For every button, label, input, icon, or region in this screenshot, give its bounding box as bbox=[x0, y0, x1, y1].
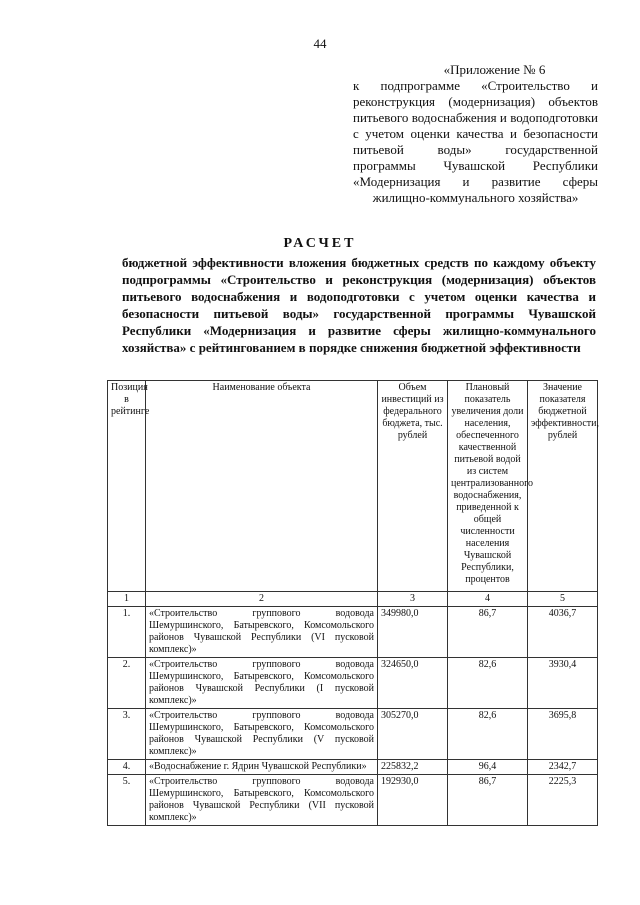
cell-indicator: 86,7 bbox=[448, 775, 528, 826]
cell-investment: 349980,0 bbox=[378, 607, 448, 658]
cell-object-name: «Строительство группового водовода Шемуршинского, Батыревского, Комсомольского районов Чувашской Республики (I пусковой комплекс)» bbox=[146, 658, 378, 709]
cell-object-name: «Водоснабжение г. Ядрин Чувашской Республики» bbox=[146, 760, 378, 775]
cell-efficiency: 3695,8 bbox=[528, 709, 598, 760]
column-number: 4 bbox=[448, 592, 528, 607]
header-object-name: Наименование объекта bbox=[146, 381, 378, 592]
page-number: 44 bbox=[313, 36, 327, 51]
document-title: РАСЧЕТ bbox=[283, 236, 357, 251]
column-number: 1 bbox=[108, 592, 146, 607]
header-efficiency: Значение показателя бюджетной эффективности, рублей bbox=[528, 381, 598, 592]
cell-position: 2. bbox=[108, 658, 146, 709]
appendix-body: к подпрограмме «Строительство и реконструкция (модернизация) объектов питьевого водоснабжения и водоподготовки с учетом оценки качества и безопасности питьевой воды» государственной программы Чувашской Республики «Модернизация и развитие сферы жилищно-коммунального хозяйства» bbox=[353, 78, 598, 205]
document-subtitle: бюджетной эффективности вложения бюджетных средств по каждому объекту подпрограммы «Строительство и реконструкция (модернизация) объектов питьевого водоснабжения и водоподготовки с учетом оценки качества и безопасности питьевой воды» государственной программы Чувашской Республики «Модернизация и развитие сферы жилищно-коммунального хозяйства» с рейтингованием в порядке снижения бюджетной эффективности bbox=[122, 255, 596, 355]
cell-indicator: 96,4 bbox=[448, 760, 528, 775]
cell-object-name: «Строительство группового водовода Шемуршинского, Батыревского, Комсомольского районов Чувашской Республики (VII пусковой комплекс)» bbox=[146, 775, 378, 826]
column-number-row bbox=[108, 592, 598, 607]
header-indicator: Плановый показатель увеличения доли населения, обеспеченного качественной питьевой водой из систем централизованного водоснабжения, приведенной к общей численности населения Чувашской Республики, процентов bbox=[448, 381, 528, 592]
cell-indicator: 86,7 bbox=[448, 607, 528, 658]
column-number: 5 bbox=[528, 592, 598, 607]
table-row bbox=[108, 658, 598, 709]
table-row bbox=[108, 775, 598, 826]
cell-position: 5. bbox=[108, 775, 146, 826]
column-number: 3 bbox=[378, 592, 448, 607]
table-row bbox=[108, 607, 598, 658]
cell-object-name: «Строительство группового водовода Шемуршинского, Батыревского, Комсомольского районов Чувашской Республики (V пусковой комплекс)» bbox=[146, 709, 378, 760]
efficiency-table bbox=[107, 380, 598, 826]
column-number: 2 bbox=[146, 592, 378, 607]
cell-position: 3. bbox=[108, 709, 146, 760]
table-header-row bbox=[108, 381, 598, 592]
appendix-title: «Приложение № 6 bbox=[443, 62, 546, 77]
table-row bbox=[108, 709, 598, 760]
cell-position: 4. bbox=[108, 760, 146, 775]
cell-efficiency: 4036,7 bbox=[528, 607, 598, 658]
header-investment: Объем инвестиций из федерального бюджета, тыс. рублей bbox=[378, 381, 448, 592]
cell-investment: 192930,0 bbox=[378, 775, 448, 826]
cell-position: 1. bbox=[108, 607, 146, 658]
cell-indicator: 82,6 bbox=[448, 709, 528, 760]
cell-efficiency: 2225,3 bbox=[528, 775, 598, 826]
cell-object-name: «Строительство группового водовода Шемуршинского, Батыревского, Комсомольского районов Чувашской Республики (VI пусковой комплекс)» bbox=[146, 607, 378, 658]
header-position: Позиция в рейтинге bbox=[108, 381, 146, 592]
appendix-block bbox=[353, 62, 598, 206]
cell-investment: 225832,2 bbox=[378, 760, 448, 775]
cell-efficiency: 2342,7 bbox=[528, 760, 598, 775]
cell-investment: 305270,0 bbox=[378, 709, 448, 760]
cell-efficiency: 3930,4 bbox=[528, 658, 598, 709]
table-row bbox=[108, 760, 598, 775]
cell-indicator: 82,6 bbox=[448, 658, 528, 709]
cell-investment: 324650,0 bbox=[378, 658, 448, 709]
